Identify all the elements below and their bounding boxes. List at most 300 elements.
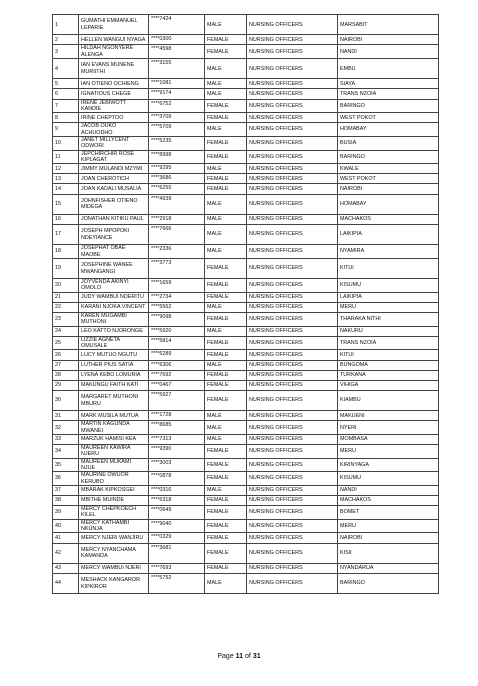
county-cell: LAIKIPIA	[338, 224, 439, 244]
county-cell: TURKANA	[338, 370, 439, 380]
table-row	[53, 421, 439, 435]
row-number-cell: 23	[53, 313, 79, 327]
cadre-cell: NURSING OFFICERS	[247, 350, 338, 360]
table-row	[53, 292, 439, 302]
name-cell: MBITHE MUINDE	[79, 496, 149, 506]
name-cell: JOYVENDA AKINYI OMOLO	[79, 279, 149, 293]
id-number-cell: ****5562	[149, 302, 205, 312]
name-cell: LYENA KEBO LOMURIA	[79, 370, 149, 380]
county-cell: BUNGOMA	[338, 360, 439, 370]
of-word: of	[245, 653, 251, 660]
table-row	[53, 519, 439, 533]
table-row	[53, 258, 439, 278]
name-cell: MERCY NJERI WANJIRU	[79, 533, 149, 543]
id-number-cell: ****2336	[149, 245, 205, 259]
name-cell: JACOB OUKO ACHUODHO	[79, 123, 149, 137]
table-row	[53, 184, 439, 194]
id-number-cell: ****6306	[149, 360, 205, 370]
county-cell: KIRINYAGA	[338, 458, 439, 472]
cadre-cell: NURSING OFFICERS	[247, 150, 338, 164]
row-number-cell: 22	[53, 302, 79, 312]
table-row	[53, 543, 439, 563]
row-number-cell: 15	[53, 194, 79, 214]
table-row	[53, 506, 439, 520]
cadre-cell: NURSING OFFICERS	[247, 258, 338, 278]
id-number-cell: ****3155	[149, 59, 205, 79]
row-number-cell: 30	[53, 390, 79, 410]
gender-cell: FEMALE	[205, 313, 247, 327]
table-row	[53, 445, 439, 459]
name-cell: JEPCHIRCHIR ROSE KIPLAGAT	[79, 150, 149, 164]
cadre-cell: NURSING OFFICERS	[247, 434, 338, 444]
table-row	[53, 472, 439, 486]
name-cell: KAREN MUGAMBI MUTHONI	[79, 313, 149, 327]
gender-cell: MALE	[205, 123, 247, 137]
gender-cell: MALE	[205, 360, 247, 370]
gender-cell: MALE	[205, 434, 247, 444]
id-number-cell: ****8998	[149, 150, 205, 164]
county-cell: KISUMU	[338, 279, 439, 293]
gender-cell: FEMALE	[205, 136, 247, 150]
table-row	[53, 136, 439, 150]
cadre-cell: NURSING OFFICERS	[247, 336, 338, 350]
county-cell: HOMABAY	[338, 194, 439, 214]
table-row	[53, 563, 439, 573]
row-number-cell: 12	[53, 164, 79, 174]
id-number-cell: ****9040	[149, 519, 205, 533]
row-number-cell: 21	[53, 292, 79, 302]
gender-cell: MALE	[205, 194, 247, 214]
county-cell: MAKUENI	[338, 411, 439, 421]
table-row	[53, 496, 439, 506]
id-number-cell: ****7424	[149, 15, 205, 35]
row-number-cell: 4	[53, 59, 79, 79]
cadre-cell: NURSING OFFICERS	[247, 533, 338, 543]
id-number-cell: ****1728	[149, 411, 205, 421]
cadre-cell: NURSING OFFICERS	[247, 224, 338, 244]
cadre-cell: NURSING OFFICERS	[247, 279, 338, 293]
county-cell: MARSABIT	[338, 15, 439, 35]
gender-cell: MALE	[205, 326, 247, 336]
row-number-cell: 40	[53, 519, 79, 533]
id-number-cell: ****2734	[149, 292, 205, 302]
county-cell: NANDI	[338, 45, 439, 59]
county-cell: NAIROBI	[338, 35, 439, 45]
county-cell: MERU	[338, 302, 439, 312]
gender-cell: FEMALE	[205, 113, 247, 123]
table-row	[53, 150, 439, 164]
id-number-cell: ****5927	[149, 390, 205, 410]
name-cell: KARANI NJOKA VINCENT	[79, 302, 149, 312]
table-row	[53, 279, 439, 293]
name-cell: JOAN CHEROTICH	[79, 174, 149, 184]
gender-cell: FEMALE	[205, 458, 247, 472]
cadre-cell: NURSING OFFICERS	[247, 445, 338, 459]
cadre-cell: NURSING OFFICERS	[247, 573, 338, 593]
name-cell: IAN OTIENO OCHIENG	[79, 79, 149, 89]
cadre-cell: NURSING OFFICERS	[247, 164, 338, 174]
name-cell: LUTHER PIUS SATIA	[79, 360, 149, 370]
gender-cell: FEMALE	[205, 445, 247, 459]
name-cell: GUMATHI EMMANUEL LEPARIE	[79, 15, 149, 35]
id-number-cell: ****7692	[149, 370, 205, 380]
id-number-cell: ****9390	[149, 445, 205, 459]
row-number-cell: 6	[53, 89, 79, 99]
row-number-cell: 38	[53, 496, 79, 506]
id-number-cell: ****2918	[149, 214, 205, 224]
gender-cell: MALE	[205, 573, 247, 593]
name-cell: MERCY WAMBUI NJERI	[79, 563, 149, 573]
table-row	[53, 99, 439, 113]
name-cell: JANET MILLYCENT ODWORI	[79, 136, 149, 150]
gender-cell: FEMALE	[205, 533, 247, 543]
gender-cell: FEMALE	[205, 99, 247, 113]
table-row	[53, 336, 439, 350]
gender-cell: FEMALE	[205, 380, 247, 390]
county-cell: THARAKA NITHI	[338, 313, 439, 327]
name-cell: JOHNFISHER OTIENO MIDEGA	[79, 194, 149, 214]
gender-cell: MALE	[205, 421, 247, 435]
row-number-cell: 44	[53, 573, 79, 593]
id-number-cell: ****5235	[149, 136, 205, 150]
cadre-cell: NURSING OFFICERS	[247, 245, 338, 259]
table-row	[53, 350, 439, 360]
gender-cell: MALE	[205, 411, 247, 421]
county-cell: NAIROBI	[338, 533, 439, 543]
row-number-cell: 3	[53, 45, 79, 59]
gender-cell: MALE	[205, 302, 247, 312]
gender-cell: FEMALE	[205, 519, 247, 533]
county-cell: BOMET	[338, 506, 439, 520]
table-row	[53, 89, 439, 99]
gender-cell: FEMALE	[205, 370, 247, 380]
cadre-cell: NURSING OFFICERS	[247, 174, 338, 184]
county-cell: VIHIGA	[338, 380, 439, 390]
gender-cell: FEMALE	[205, 336, 247, 350]
name-cell: MAURINE OWUOR KERUBO	[79, 472, 149, 486]
id-number-cell: ****0329	[149, 533, 205, 543]
county-cell: BARINGO	[338, 99, 439, 113]
table-row	[53, 313, 439, 327]
id-number-cell: ****1081	[149, 79, 205, 89]
table-row	[53, 113, 439, 123]
county-cell: WEST POKOT	[338, 113, 439, 123]
county-cell: TRANS NZOIA	[338, 336, 439, 350]
row-number-cell: 7	[53, 99, 79, 113]
county-cell: EMBU	[338, 59, 439, 79]
cadre-cell: NURSING OFFICERS	[247, 380, 338, 390]
table-row	[53, 360, 439, 370]
id-number-cell: ****0467	[149, 380, 205, 390]
name-cell: MARGARET MUTHONI MBURU	[79, 390, 149, 410]
gender-cell: FEMALE	[205, 506, 247, 520]
cadre-cell: NURSING OFFICERS	[247, 45, 338, 59]
cadre-cell: NURSING OFFICERS	[247, 519, 338, 533]
row-number-cell: 13	[53, 174, 79, 184]
name-cell: HELLEN WANGUI NYAGA	[79, 35, 149, 45]
row-number-cell: 27	[53, 360, 79, 370]
id-number-cell: ****3003	[149, 458, 205, 472]
row-number-cell: 10	[53, 136, 79, 150]
county-cell: MERU	[338, 519, 439, 533]
table-row	[53, 458, 439, 472]
gender-cell: FEMALE	[205, 35, 247, 45]
cadre-cell: NURSING OFFICERS	[247, 113, 338, 123]
row-number-cell: 31	[53, 411, 79, 421]
id-number-cell: ****6318	[149, 496, 205, 506]
county-cell: BARINGO	[338, 150, 439, 164]
cadre-cell: NURSING OFFICERS	[247, 496, 338, 506]
id-number-cell: ****1659	[149, 279, 205, 293]
table-row	[53, 35, 439, 45]
county-cell: MACHAKOS	[338, 214, 439, 224]
cadre-cell: NURSING OFFICERS	[247, 458, 338, 472]
name-cell: JUDY WAMBUI NDERITU	[79, 292, 149, 302]
id-number-cell: ****5920	[149, 326, 205, 336]
id-number-cell: ****4598	[149, 45, 205, 59]
table-row	[53, 194, 439, 214]
cadre-cell: NURSING OFFICERS	[247, 59, 338, 79]
cadre-cell: NURSING OFFICERS	[247, 15, 338, 35]
county-cell: NAKURU	[338, 326, 439, 336]
name-cell: MARK MUSILA MUTUA	[79, 411, 149, 421]
row-number-cell: 25	[53, 336, 79, 350]
county-cell: KISUMU	[338, 472, 439, 486]
table-row	[53, 485, 439, 495]
name-cell: LIZZIE AGNETA OMUSALE	[79, 336, 149, 350]
id-number-cell: ****0649	[149, 506, 205, 520]
cadre-cell: NURSING OFFICERS	[247, 194, 338, 214]
cadre-cell: NURSING OFFICERS	[247, 313, 338, 327]
row-number-cell: 36	[53, 472, 79, 486]
gender-cell: FEMALE	[205, 279, 247, 293]
name-cell: JOSEPH MPOPOKI NDEYIANCE	[79, 224, 149, 244]
name-cell: IRINE CHEPTOO	[79, 113, 149, 123]
row-number-cell: 34	[53, 445, 79, 459]
table-row	[53, 123, 439, 137]
county-cell: KISII	[338, 543, 439, 563]
cadre-cell: NURSING OFFICERS	[247, 506, 338, 520]
name-cell: JOAN KADALI MUSALIA	[79, 184, 149, 194]
table-row	[53, 224, 439, 244]
name-cell: HILDAH NGONYERE ALENGA	[79, 45, 149, 59]
name-cell: MAKUNGU FAITH KATI	[79, 380, 149, 390]
table-row	[53, 434, 439, 444]
table-row	[53, 573, 439, 593]
county-cell: NYANDARUA	[338, 563, 439, 573]
id-number-cell: ****7693	[149, 563, 205, 573]
row-number-cell: 18	[53, 245, 79, 259]
id-number-cell: ****6752	[149, 99, 205, 113]
table-row	[53, 15, 439, 35]
row-number-cell: 37	[53, 485, 79, 495]
table-row	[53, 245, 439, 259]
gender-cell: FEMALE	[205, 543, 247, 563]
county-cell: TRANS NZOIA	[338, 89, 439, 99]
cadre-cell: NURSING OFFICERS	[247, 326, 338, 336]
cadre-cell: NURSING OFFICERS	[247, 370, 338, 380]
id-number-cell: ****7666	[149, 224, 205, 244]
id-number-cell: ****9098	[149, 313, 205, 327]
gender-cell: FEMALE	[205, 390, 247, 410]
table-row	[53, 164, 439, 174]
row-number-cell: 2	[53, 35, 79, 45]
cadre-cell: NURSING OFFICERS	[247, 302, 338, 312]
row-number-cell: 39	[53, 506, 79, 520]
row-number-cell: 11	[53, 150, 79, 164]
id-number-cell: ****6289	[149, 350, 205, 360]
row-number-cell: 42	[53, 543, 79, 563]
id-number-cell: ****7313	[149, 434, 205, 444]
gender-cell: FEMALE	[205, 472, 247, 486]
county-cell: NYAMIRA	[338, 245, 439, 259]
cadre-cell: NURSING OFFICERS	[247, 411, 338, 421]
cadre-cell: NURSING OFFICERS	[247, 184, 338, 194]
table-row	[53, 79, 439, 89]
cadre-cell: NURSING OFFICERS	[247, 99, 338, 113]
id-number-cell: ****9295	[149, 164, 205, 174]
id-number-cell: ****3709	[149, 113, 205, 123]
county-cell: KITUI	[338, 350, 439, 360]
cadre-cell: NURSING OFFICERS	[247, 214, 338, 224]
gender-cell: FEMALE	[205, 258, 247, 278]
gender-cell: FEMALE	[205, 350, 247, 360]
county-cell: NYERI	[338, 421, 439, 435]
cadre-cell: NURSING OFFICERS	[247, 485, 338, 495]
gender-cell: FEMALE	[205, 292, 247, 302]
cadre-cell: NURSING OFFICERS	[247, 89, 338, 99]
id-number-cell: ****5709	[149, 123, 205, 137]
table-row	[53, 380, 439, 390]
table-row	[53, 174, 439, 184]
name-cell: MAUREEN KAWIRA NJERU	[79, 445, 149, 459]
row-number-cell: 24	[53, 326, 79, 336]
table-row	[53, 302, 439, 312]
name-cell: MBARAK KIPKOSGEI	[79, 485, 149, 495]
row-number-cell: 1	[53, 15, 79, 35]
table-row	[53, 533, 439, 543]
id-number-cell: ****0878	[149, 472, 205, 486]
gender-cell: FEMALE	[205, 184, 247, 194]
county-cell: HOMABAY	[338, 123, 439, 137]
row-number-cell: 19	[53, 258, 79, 278]
county-cell: NANDI	[338, 485, 439, 495]
gender-cell: MALE	[205, 89, 247, 99]
county-cell: BARINGO	[338, 573, 439, 593]
table-row	[53, 370, 439, 380]
row-number-cell: 9	[53, 123, 79, 137]
cadre-cell: NURSING OFFICERS	[247, 35, 338, 45]
id-number-cell: ****8685	[149, 421, 205, 435]
name-cell: LUCY MUTUO NGUTU	[79, 350, 149, 360]
id-number-cell: ****3773	[149, 258, 205, 278]
row-number-cell: 14	[53, 184, 79, 194]
table-row	[53, 59, 439, 79]
cadre-cell: NURSING OFFICERS	[247, 472, 338, 486]
name-cell: MARTIN KAGUNDA MWANEI	[79, 421, 149, 435]
id-number-cell: ****0316	[149, 485, 205, 495]
gender-cell: FEMALE	[205, 496, 247, 506]
cadre-cell: NURSING OFFICERS	[247, 563, 338, 573]
id-number-cell: ****5814	[149, 336, 205, 350]
table-body	[53, 15, 439, 594]
nurses-table	[52, 14, 439, 594]
id-number-cell: ****4939	[149, 194, 205, 214]
row-number-cell: 29	[53, 380, 79, 390]
gender-cell: MALE	[205, 164, 247, 174]
table-row	[53, 214, 439, 224]
row-number-cell: 5	[53, 79, 79, 89]
gender-cell: FEMALE	[205, 563, 247, 573]
row-number-cell: 32	[53, 421, 79, 435]
name-cell: JOSEPHAT OBAE MAOBE	[79, 245, 149, 259]
cadre-cell: NURSING OFFICERS	[247, 360, 338, 370]
county-cell: MERU	[338, 445, 439, 459]
county-cell: SIAYA	[338, 79, 439, 89]
row-number-cell: 26	[53, 350, 79, 360]
id-number-cell: ****9174	[149, 89, 205, 99]
cadre-cell: NURSING OFFICERS	[247, 421, 338, 435]
cadre-cell: NURSING OFFICERS	[247, 543, 338, 563]
county-cell: KITUI	[338, 258, 439, 278]
county-cell: LAIKIPIA	[338, 292, 439, 302]
name-cell: MESHACK KANGAROR KIPKIROR	[79, 573, 149, 593]
table-row	[53, 390, 439, 410]
county-cell: KWALE	[338, 164, 439, 174]
name-cell: JONATHAN KITIKU PAUL	[79, 214, 149, 224]
row-number-cell: 16	[53, 214, 79, 224]
name-cell: MAUREEN MUKAMI NJUE	[79, 458, 149, 472]
gender-cell: FEMALE	[205, 45, 247, 59]
gender-cell: MALE	[205, 59, 247, 79]
row-number-cell: 43	[53, 563, 79, 573]
row-number-cell: 17	[53, 224, 79, 244]
name-cell: MERCY NYANCHAMA KAMANDA	[79, 543, 149, 563]
total-pages-number: 31	[252, 653, 261, 660]
name-cell: IAN EVANS MUNENE MURIITHI	[79, 59, 149, 79]
id-number-cell: ****0300	[149, 35, 205, 45]
current-page-number: 11	[235, 653, 244, 660]
name-cell: IRENE JEBIWOTT KANDIE	[79, 99, 149, 113]
id-number-cell: ****3681	[149, 543, 205, 563]
cadre-cell: NURSING OFFICERS	[247, 136, 338, 150]
name-cell: LEO KATTO NJORONGE	[79, 326, 149, 336]
county-cell: MOMBASA	[338, 434, 439, 444]
name-cell: MERCY KATHAMBI NKUNJA	[79, 519, 149, 533]
county-cell: NAIROBI	[338, 184, 439, 194]
page-word: Page	[217, 653, 234, 660]
cadre-cell: NURSING OFFICERS	[247, 123, 338, 137]
table-row	[53, 326, 439, 336]
id-number-cell: ****3686	[149, 174, 205, 184]
gender-cell: MALE	[205, 245, 247, 259]
gender-cell: MALE	[205, 224, 247, 244]
row-number-cell: 8	[53, 113, 79, 123]
gender-cell: MALE	[205, 15, 247, 35]
name-cell: JIMMY MULANDI MZYMI	[79, 164, 149, 174]
row-number-cell: 35	[53, 458, 79, 472]
gender-cell: FEMALE	[205, 174, 247, 184]
row-number-cell: 33	[53, 434, 79, 444]
cadre-cell: NURSING OFFICERS	[247, 79, 338, 89]
county-cell: KIAMBU	[338, 390, 439, 410]
name-cell: MERCY CHEPKOECH KILEL	[79, 506, 149, 520]
gender-cell: MALE	[205, 214, 247, 224]
row-number-cell: 20	[53, 279, 79, 293]
id-number-cell: ****5752	[149, 573, 205, 593]
page-footer	[0, 653, 478, 660]
gender-cell: MALE	[205, 79, 247, 89]
